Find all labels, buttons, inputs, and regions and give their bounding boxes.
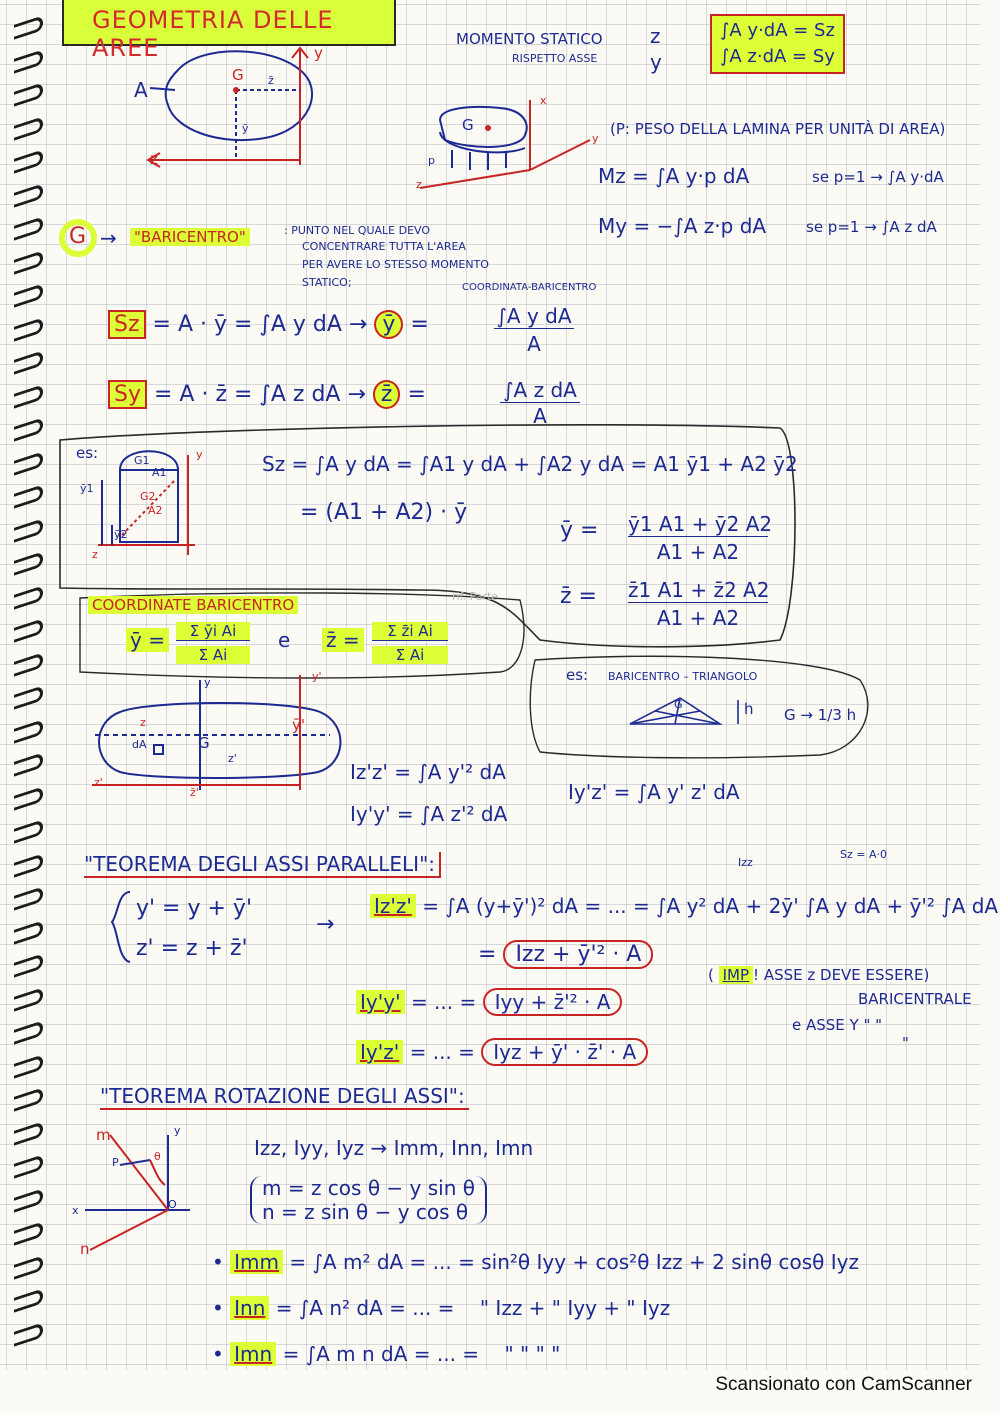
es1-fig-g1: G1	[134, 454, 150, 467]
es1-fig-y2: ȳ2	[114, 528, 128, 541]
baricentro-desc-3: PER AVERE LO STESSO MOMENTO	[302, 258, 489, 271]
rotation-line-1: Izz, Iyy, Iyz → Imm, Inn, Imn	[254, 1136, 534, 1160]
es2-label: es:	[566, 666, 589, 684]
fig1-label-g: G	[232, 66, 244, 84]
sz-frac-den: A	[527, 332, 541, 356]
coord-and: e	[278, 628, 291, 652]
coord-ybar-num: Σ ȳi Ai	[176, 622, 250, 641]
momento-formula-1: ∫A y·dA = Sz	[720, 20, 835, 41]
figure-plate-loads	[420, 100, 590, 188]
momento-formula-2: ∫A z·dA = Sy	[720, 46, 835, 67]
rot-fig-n: n	[80, 1240, 90, 1258]
baricentro-desc-4: STATICO;	[302, 276, 352, 289]
fig2-label-z: z	[416, 178, 422, 191]
es1-fig-g2: G2	[140, 490, 156, 503]
fig3-yp: y'	[312, 670, 322, 683]
rot-fig-x: x	[72, 1204, 79, 1217]
moment-my-condition: se p=1 → ∫A z dA	[806, 218, 937, 236]
rot-fig-y: y	[174, 1124, 181, 1137]
es2-text: BARICENTRO – TRIANGOLO	[608, 670, 758, 683]
parallel-iyy-line: Iy'y' = ... = Iyy + z̄'² · A	[356, 990, 622, 1014]
imp-note-4: "	[902, 1034, 909, 1052]
rotation-imn: • Imn = ∫A m n dA = ... = " " " "	[212, 1342, 561, 1366]
imp-note-3: e ASSE Y " "	[792, 1016, 883, 1034]
es1-ybar-label: ȳ =	[560, 518, 599, 543]
coord-zbar-num: Σ z̄i Ai	[372, 622, 448, 641]
moment-my: My = −∫A z·p dA	[598, 214, 767, 238]
sz-frac-num: ∫A y dA	[494, 304, 574, 329]
es2-g1: G	[674, 698, 683, 711]
parallel-note-izz: Izz	[738, 856, 753, 869]
coord-zbar-label: z̄ =	[322, 628, 364, 652]
fig3-zp: z'	[228, 752, 237, 765]
parallel-sys-1: y' = y + ȳ'	[136, 896, 252, 921]
rotation-imm: • Imm = ∫A m² dA = ... = sin²θ Iyy + cos²θ Izz + 2 sinθ cosθ Iyz	[212, 1250, 859, 1274]
sy-equation: Sy = A · z̄ = ∫A z dA → z̄ =	[108, 382, 426, 407]
parallel-iyz-line: Iy'z' = ... = Iyz + ȳ' · z̄' · A	[356, 1040, 648, 1064]
triangle-figure	[630, 698, 738, 724]
es1-zbar-num: z̄1 A1 + z̄2 A2	[628, 578, 770, 602]
fig2-label-g: G	[462, 116, 474, 134]
rot-fig-o: O	[168, 1198, 177, 1211]
fig2-label-p: p	[428, 154, 435, 167]
parallel-izz-line: Iz'z' = ∫A (y+ȳ')² dA = ... = ∫A y² dA + 2ȳ' ∫A y dA + ȳ'² ∫A dA	[370, 894, 998, 918]
inertia-izz: Iz'z' = ∫A y'² dA	[350, 760, 506, 784]
sy-frac-den: A	[533, 404, 547, 428]
sy-middle: = A · z̄ = ∫A z dA →	[153, 382, 366, 407]
figure-rotation	[85, 1135, 190, 1250]
baricentro-arrow: →	[100, 226, 117, 250]
es1-zbar-label: z̄ =	[560, 584, 597, 609]
sy-frac-num: ∫A z dA	[500, 378, 580, 403]
rotation-n-eq: n = z sin θ − y cos θ	[262, 1200, 469, 1224]
es1-ybar-den: A1 + A2	[656, 540, 740, 564]
sz-equation: Sz = A · ȳ = ∫A y dA → ȳ =	[108, 312, 429, 337]
figure-area-blob	[148, 48, 312, 167]
momento-axis-y: y	[650, 50, 662, 74]
es2-h: h	[744, 700, 754, 718]
peso-note: (P: PESO DELLA LAMINA PER UNITÀ DI AREA)	[610, 120, 946, 138]
coord-note: COORDINATA-BARICENTRO	[462, 282, 597, 293]
rot-fig-p: P	[112, 1156, 119, 1169]
page-title: GEOMETRIA DELLE AREE	[92, 6, 334, 62]
sy-label: Sy	[108, 380, 147, 409]
parallel-arrow: →	[316, 912, 335, 937]
es1-fig-z: z	[92, 548, 98, 561]
momento-sub: RISPETTO ASSE	[512, 52, 598, 65]
baricentro-symbol: G	[69, 224, 87, 249]
fig1-label-z: z	[150, 150, 158, 168]
es1-fig-y: y	[196, 448, 203, 461]
es1-fig-a1: A1	[152, 466, 167, 479]
inertia-iyy: Iy'y' = ∫A z'² dA	[350, 802, 508, 826]
rotation-system	[250, 1176, 487, 1224]
system-brace	[112, 892, 130, 962]
fig1-label-ybar: ȳ	[242, 122, 249, 135]
coord-ybar-label: ȳ =	[126, 628, 169, 652]
sy-result: z̄	[373, 380, 401, 409]
imp-note: ( IMP ! ASSE z DEVE ESSERE)	[708, 966, 930, 984]
moment-mz-condition: se p=1 → ∫A y·dA	[812, 168, 944, 186]
rot-fig-theta: θ	[154, 1150, 161, 1163]
fig3-y: y	[204, 676, 211, 689]
imp-note-2: BARICENTRALE	[858, 990, 972, 1008]
es1-fig-y1: ȳ1	[80, 482, 94, 495]
momento-box	[710, 14, 845, 74]
fig3-zp-axis: z'	[94, 776, 103, 789]
es1-zbar-den: A1 + A2	[656, 606, 740, 630]
es1-ybar-num: ȳ1 A1 + ȳ2 A2	[628, 512, 773, 536]
parallel-note-sz: Sz = A·0	[840, 848, 887, 861]
fig1-label-a: A	[134, 78, 148, 102]
baricentro-desc-2: CONCENTRARE TUTTA L'AREA	[302, 240, 466, 253]
rotation-title: "TEOREMA ROTAZIONE DEGLI ASSI":	[100, 1084, 469, 1110]
baricentro-desc-1: : PUNTO NEL QUALE DEVO	[284, 224, 431, 237]
inertia-iyz: Iy'z' = ∫A y' z' dA	[568, 780, 740, 804]
coord-label: COORDINATE BARICENTRO	[88, 596, 298, 614]
es2-g: G → 1/3 h	[784, 706, 857, 724]
sz-label: Sz	[108, 310, 146, 339]
fig2-label-y: y	[592, 132, 599, 145]
parallel-izz-result: = Izz + ȳ'² · A	[478, 942, 653, 967]
es1-fig-a2: A2	[148, 504, 163, 517]
fig1-label-y: y	[314, 44, 323, 62]
fig3-z: z	[140, 716, 146, 729]
rotation-m-eq: m = z cos θ − y sin θ	[262, 1176, 475, 1200]
fig2-label-x: x	[540, 94, 547, 107]
fig3-g: G	[198, 734, 210, 752]
momento-axis-z: z	[650, 24, 661, 48]
fig3-zb: z̄'	[190, 786, 199, 799]
fig1-label-zbar: z̄	[268, 74, 274, 87]
parallel-sys-2: z' = z + z̄'	[136, 936, 248, 961]
baricentro-label: "BARICENTRO"	[130, 228, 250, 246]
parallel-title: "TEOREMA DEGLI ASSI PARALLELI":	[84, 852, 441, 878]
momento-label: MOMENTO STATICO	[456, 30, 603, 48]
coord-ybar-den: Σ Ai	[176, 646, 250, 664]
coord-smudge: rif. Parte	[452, 590, 499, 603]
rotation-inn: • Inn = ∫A n² dA = ... = " Izz + " Iyy + " Iyz	[212, 1296, 671, 1320]
coord-zbar-den: Σ Ai	[372, 646, 448, 664]
sz-result: ȳ	[374, 310, 403, 339]
es1-line-1: Sz = ∫A y dA = ∫A1 y dA + ∫A2 y dA = A1 ȳ1 + A2 ȳ2	[262, 452, 798, 476]
es1-line-2: = (A1 + A2) · ȳ	[300, 500, 468, 525]
rot-fig-m: m	[96, 1126, 111, 1144]
fig3-da: dA	[132, 738, 147, 751]
sz-middle: = A · ȳ = ∫A y dA →	[152, 312, 368, 337]
fig3-yb: ȳ'	[292, 716, 306, 734]
es1-label: es:	[76, 444, 99, 462]
camscanner-footer: Scansionato con CamScanner	[715, 1374, 972, 1395]
moment-mz: Mz = ∫A y·p dA	[598, 164, 750, 188]
